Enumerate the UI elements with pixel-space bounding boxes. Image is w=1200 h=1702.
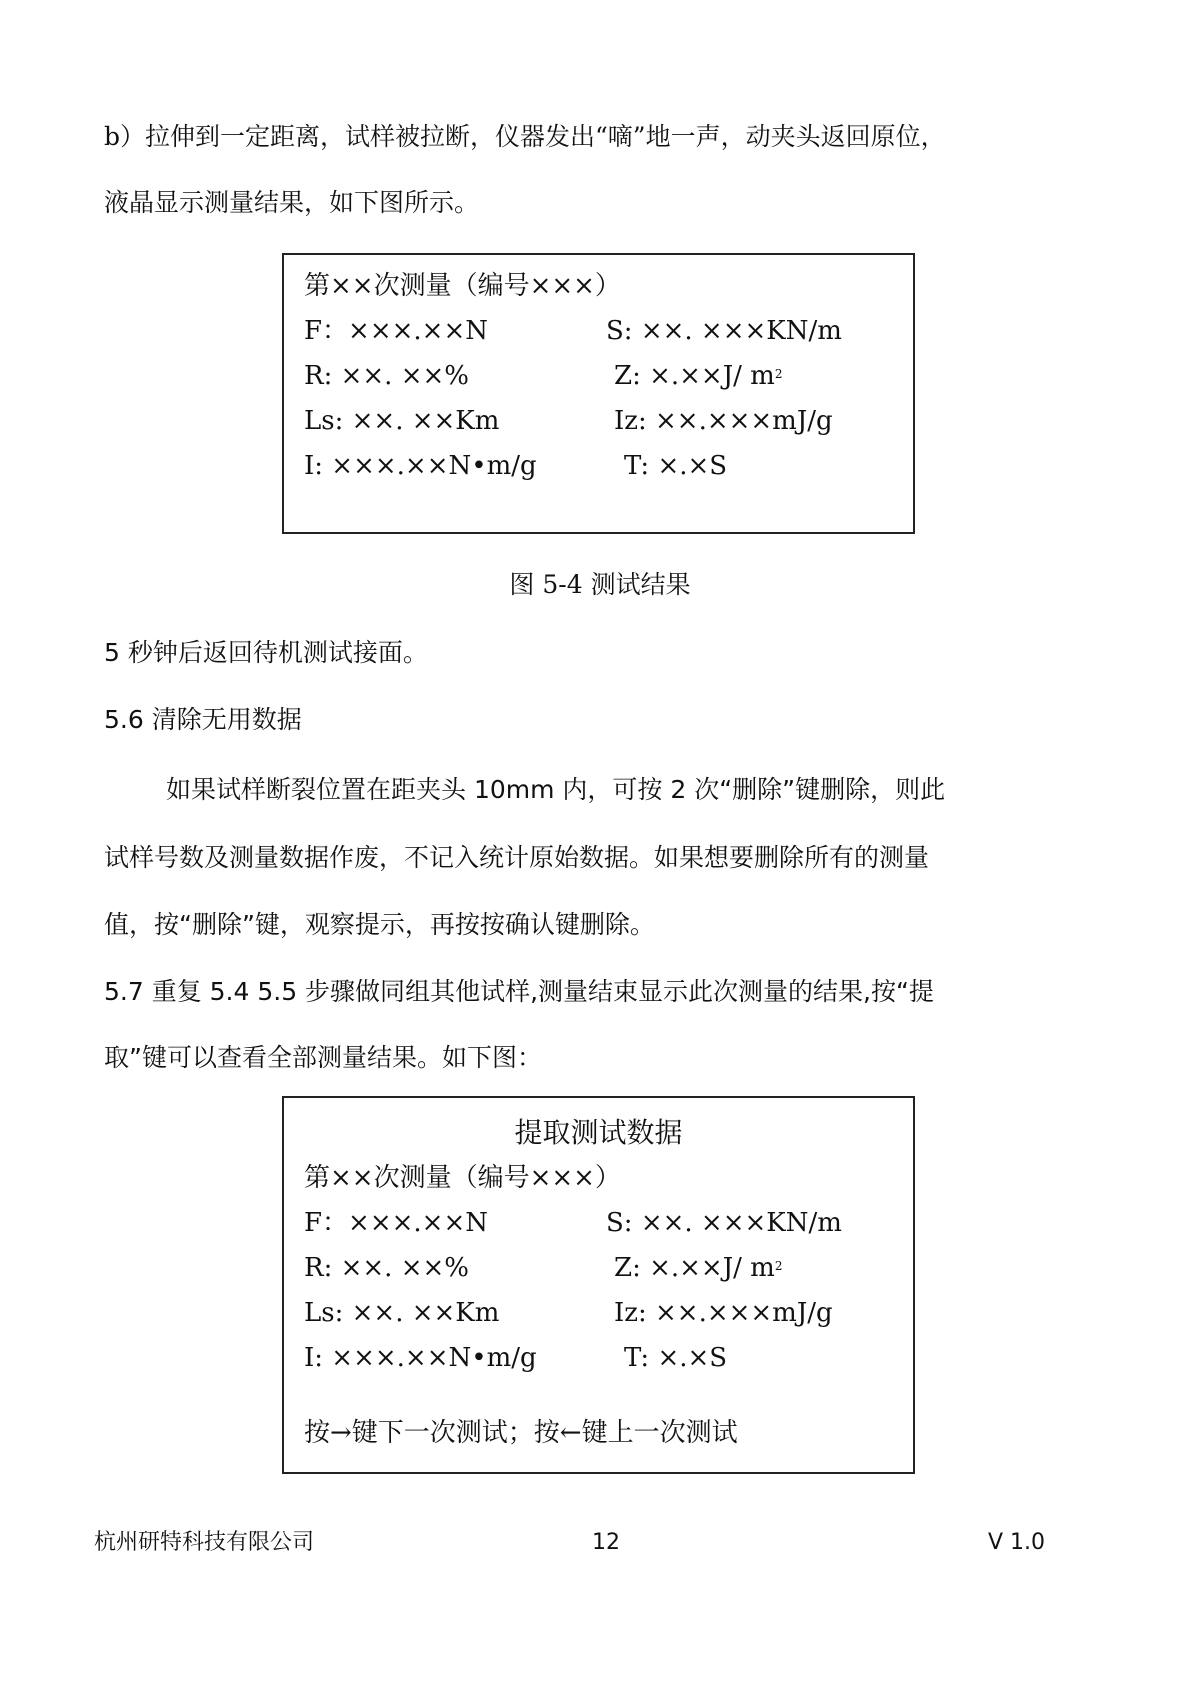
section-5-7-line-2: 取”键可以查看全部测量结果。如下图： [104,1043,542,1072]
footer-company: 杭州研特科技有限公司 [94,1530,315,1555]
figure-caption: 图 5-4 测试结果 [509,570,691,599]
superscript-2: 2 [774,367,783,381]
measure-title: 第××次测量（编号×××） [304,1163,621,1193]
field-Ls: Ls: ××. ××Km [304,406,500,436]
section-5-6-para-line-3: 值，按“删除”键，观察提示，再按按确认键删除。 [104,910,655,939]
navigation-hint: 按→键下一次测试；按←键上一次测试 [304,1418,738,1448]
footer-page-number: 12 [592,1530,620,1555]
field-Z-text: Z: ×.××J/ m [614,361,775,391]
section-b-line-1: b）拉伸到一定距离，试样被拉断，仪器发出“嘀”地一声，动夹头返回原位， [104,122,946,151]
field-S: S: ××. ×××KN/m [606,316,842,346]
field-Iz: Iz: ××.×××mJ/g [614,406,833,436]
field-Z-text: Z: ×.××J/ m [614,1253,775,1283]
lcd-result-display [282,253,915,534]
field-Z [614,359,782,393]
field-F: F：×××.××N [304,316,488,346]
field-I: I: ×××.××N•m/g [304,1343,537,1373]
field-F: F：×××.××N [304,1208,488,1238]
field-T: T: ×.×S [624,1343,728,1373]
section-5-7-line-1: 5.7 重复 5.4 5.5 步骤做同组其他试样,测量结束显示此次测量的结果,按“提 [104,977,934,1006]
return-note: 5 秒钟后返回待机测试接面。 [104,638,428,667]
lcd-extract-display [282,1096,915,1474]
field-T: T: ×.×S [624,451,728,481]
field-Z [614,1251,782,1285]
field-Iz: Iz: ××.×××mJ/g [614,1298,833,1328]
field-R: R: ××. ××% [304,1253,469,1283]
field-I: I: ×××.××N•m/g [304,451,537,481]
field-S: S: ××. ×××KN/m [606,1208,842,1238]
section-5-6-para-line-2: 试样号数及测量数据作废，不记入统计原始数据。如果想要删除所有的测量 [104,843,930,872]
measure-title: 第××次测量（编号×××） [304,271,621,301]
superscript-2: 2 [774,1259,783,1273]
extract-title: 提取测试数据 [514,1116,683,1149]
field-R: R: ××. ××% [304,361,469,391]
section-5-6-heading: 5.6 清除无用数据 [104,705,302,734]
field-Ls: Ls: ××. ××Km [304,1298,500,1328]
section-b-line-2: 液晶显示测量结果，如下图所示。 [104,188,480,217]
section-5-6-para-line-1: 如果试样断裂位置在距夹头 10mm 内，可按 2 次“删除”键删除，则此 [166,775,946,804]
footer-version: V 1.0 [988,1530,1046,1555]
